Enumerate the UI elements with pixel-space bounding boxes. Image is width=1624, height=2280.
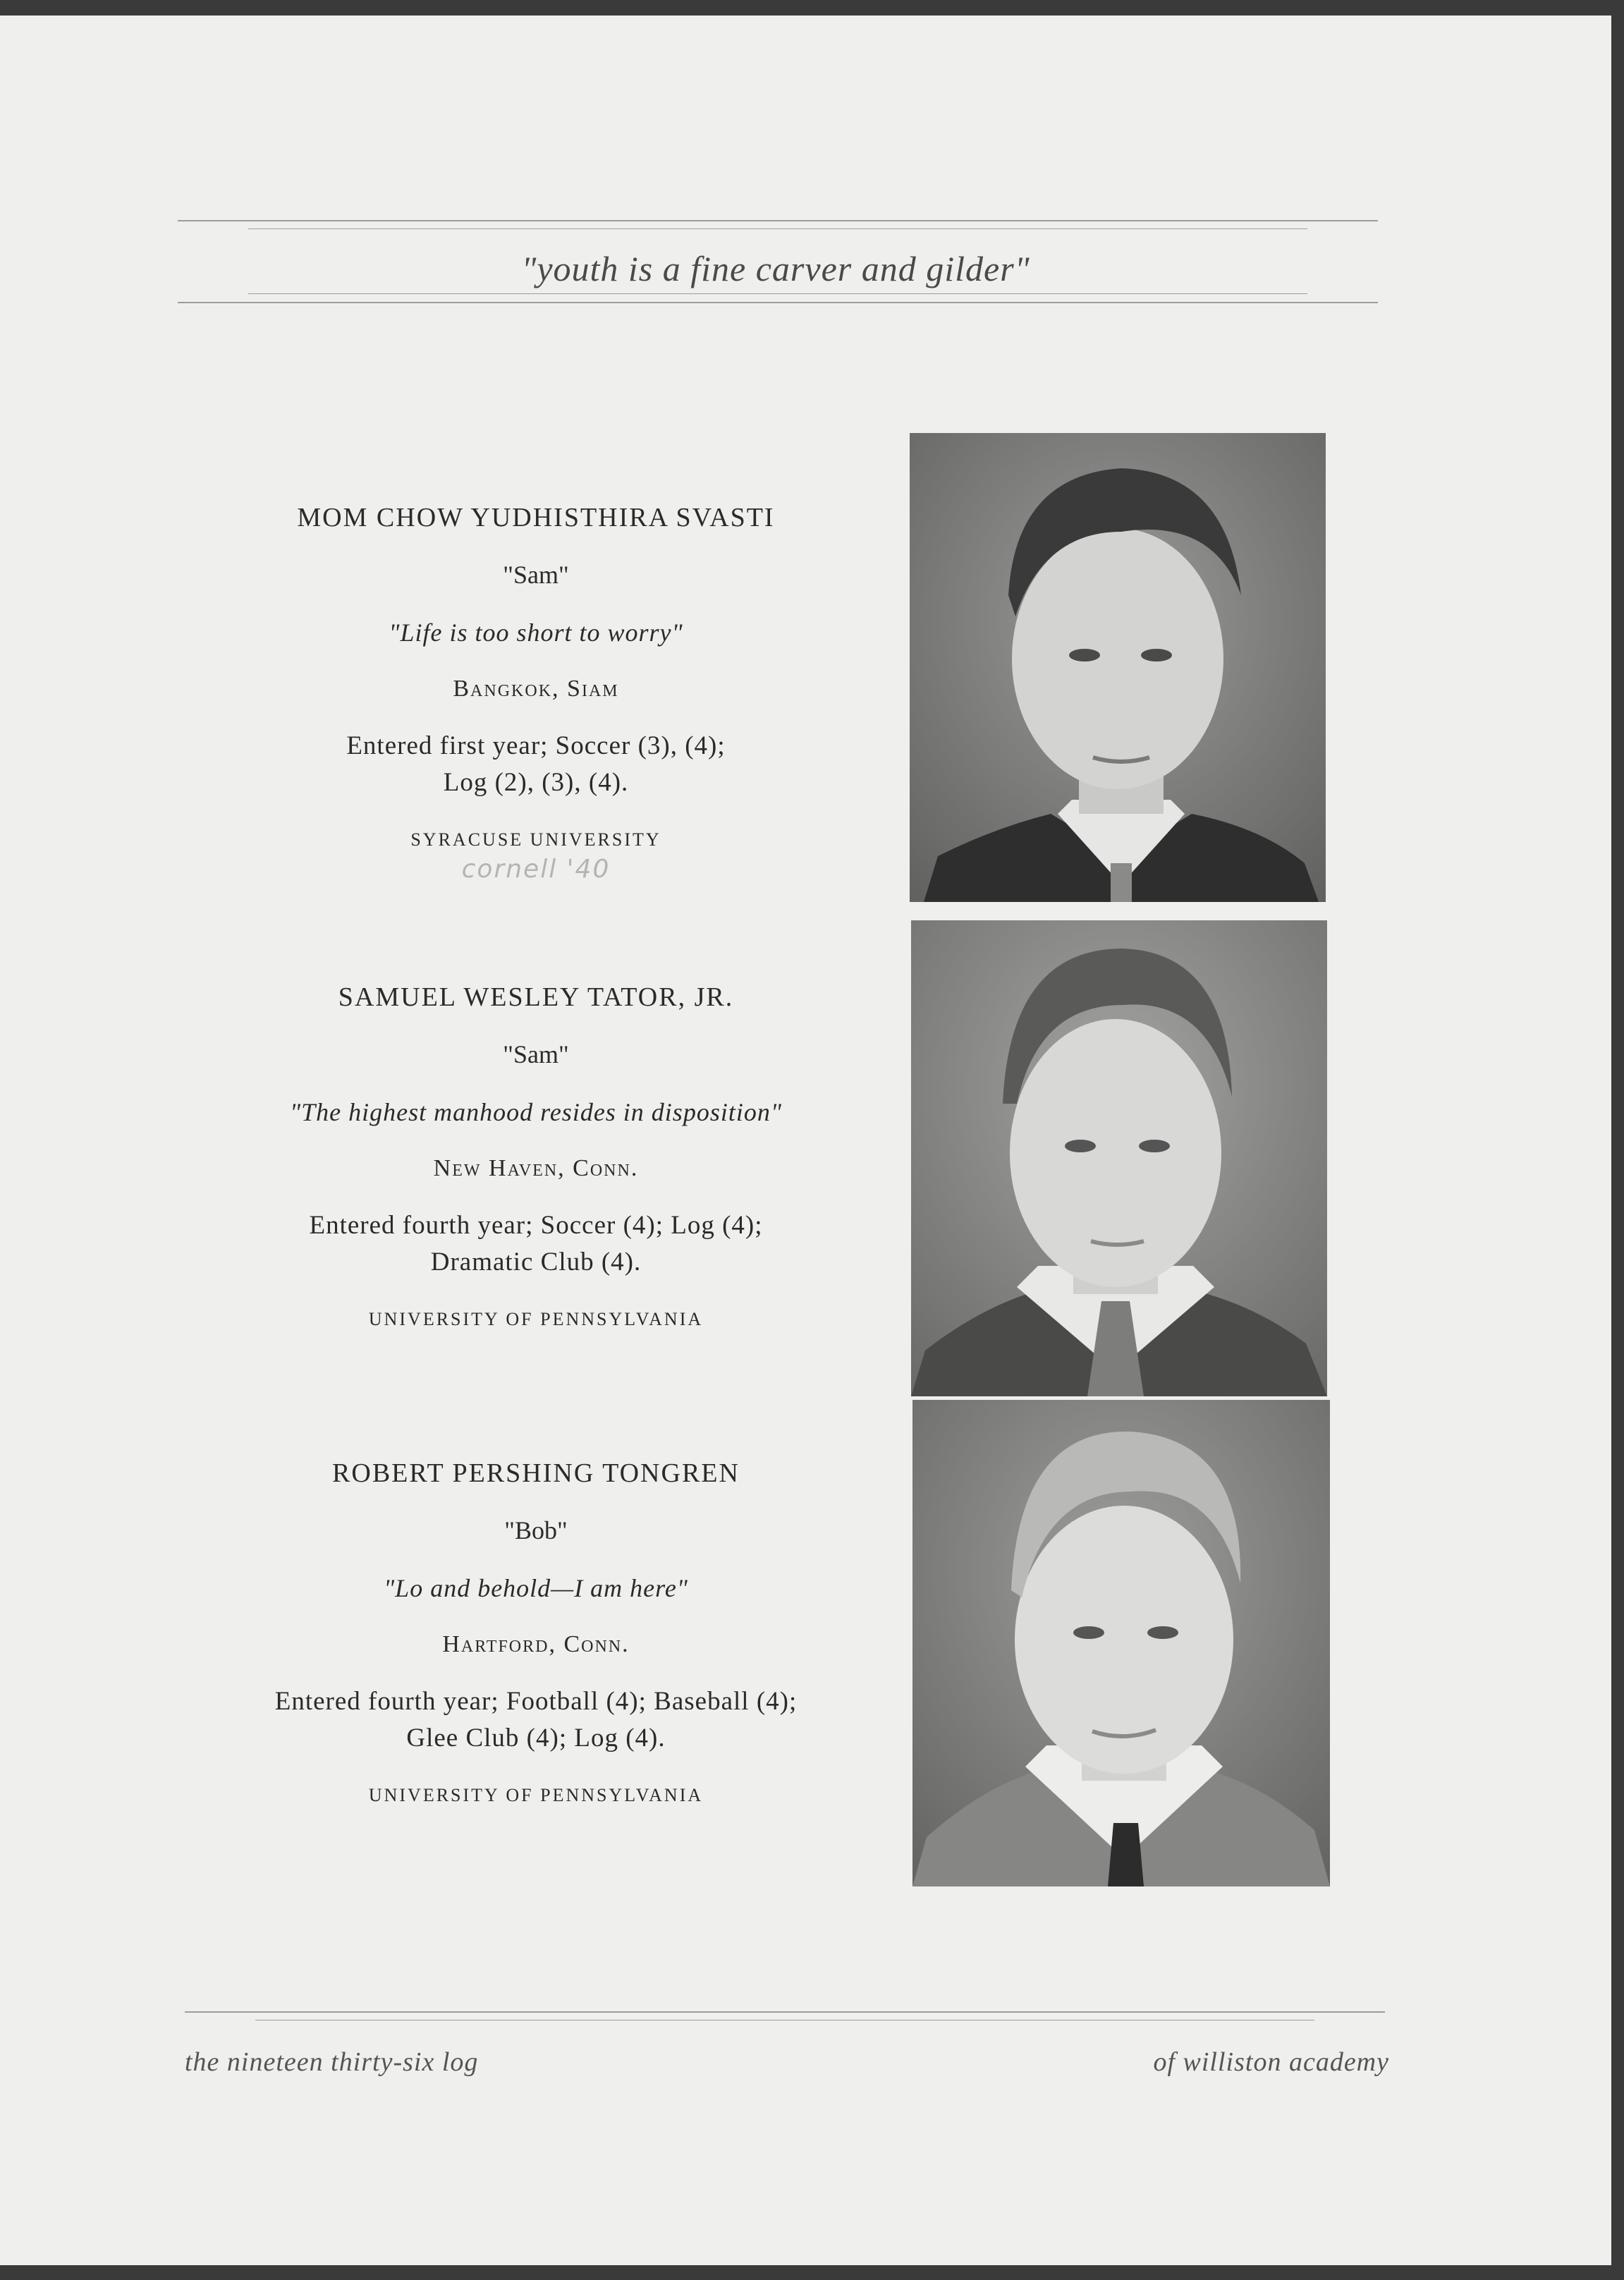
header-rule-top-outer (178, 220, 1378, 221)
student-record (183, 1683, 889, 1757)
footer-rule-outer (185, 2011, 1385, 2013)
portrait-photo (912, 1400, 1330, 1886)
student-nickname: "Sam" (503, 561, 569, 589)
student-hometown: New Haven, Conn. (433, 1155, 639, 1181)
student-name: SAMUEL WESLEY TATOR, JR. (338, 982, 734, 1012)
senior-entry (183, 502, 889, 884)
portrait-image (910, 433, 1326, 902)
student-hometown: Hartford, Conn. (442, 1631, 630, 1657)
record-line: Glee Club (4); Log (4). (406, 1724, 666, 1752)
senior-entry (183, 1458, 889, 1806)
student-nickname: "Sam" (503, 1040, 569, 1068)
student-record (183, 1207, 889, 1281)
student-college: UNIVERSITY OF PENNSYLVANIA (368, 1309, 704, 1329)
student-college: UNIVERSITY OF PENNSYLVANIA (368, 1785, 704, 1805)
student-nickname: "Bob" (504, 1516, 568, 1544)
footer-right-text: of williston academy (1153, 2047, 1389, 2077)
student-record (183, 728, 889, 801)
header-rule-bottom-inner (248, 293, 1307, 294)
record-line: Log (2), (3), (4). (443, 768, 629, 797)
student-name: MOM CHOW YUDHISTHIRA SVASTI (297, 503, 775, 532)
record-line: Entered first year; Soccer (3), (4); (346, 731, 726, 760)
record-line: Dramatic Club (4). (430, 1248, 642, 1276)
student-name: ROBERT PERSHING TONGREN (332, 1458, 740, 1488)
portrait-photo (911, 920, 1327, 1396)
yearbook-page (0, 16, 1611, 2265)
record-line: Entered fourth year; Soccer (4); Log (4); (309, 1211, 763, 1240)
student-quote: "The highest manhood resides in disposition" (290, 1098, 782, 1126)
student-quote: "Lo and behold—I am here" (384, 1574, 688, 1602)
student-hometown: Bangkok, Siam (453, 676, 619, 702)
footer-left-text: the nineteen thirty-six log (185, 2047, 479, 2077)
senior-entry (183, 982, 889, 1330)
page-motto: "youth is a fine carver and gilder" (521, 249, 1030, 288)
handwritten-note: cornell '40 (461, 855, 611, 884)
student-quote: "Life is too short to worry" (389, 618, 683, 647)
portrait-photo (910, 433, 1326, 902)
header-rule-bottom-outer (178, 302, 1378, 303)
record-line: Entered fourth year; Football (4); Baseball (4); (274, 1687, 798, 1716)
portrait-image (911, 920, 1327, 1396)
student-college: SYRACUSE UNIVERSITY (410, 829, 661, 850)
portrait-image (912, 1400, 1330, 1886)
header-rule-top-inner (248, 228, 1307, 229)
